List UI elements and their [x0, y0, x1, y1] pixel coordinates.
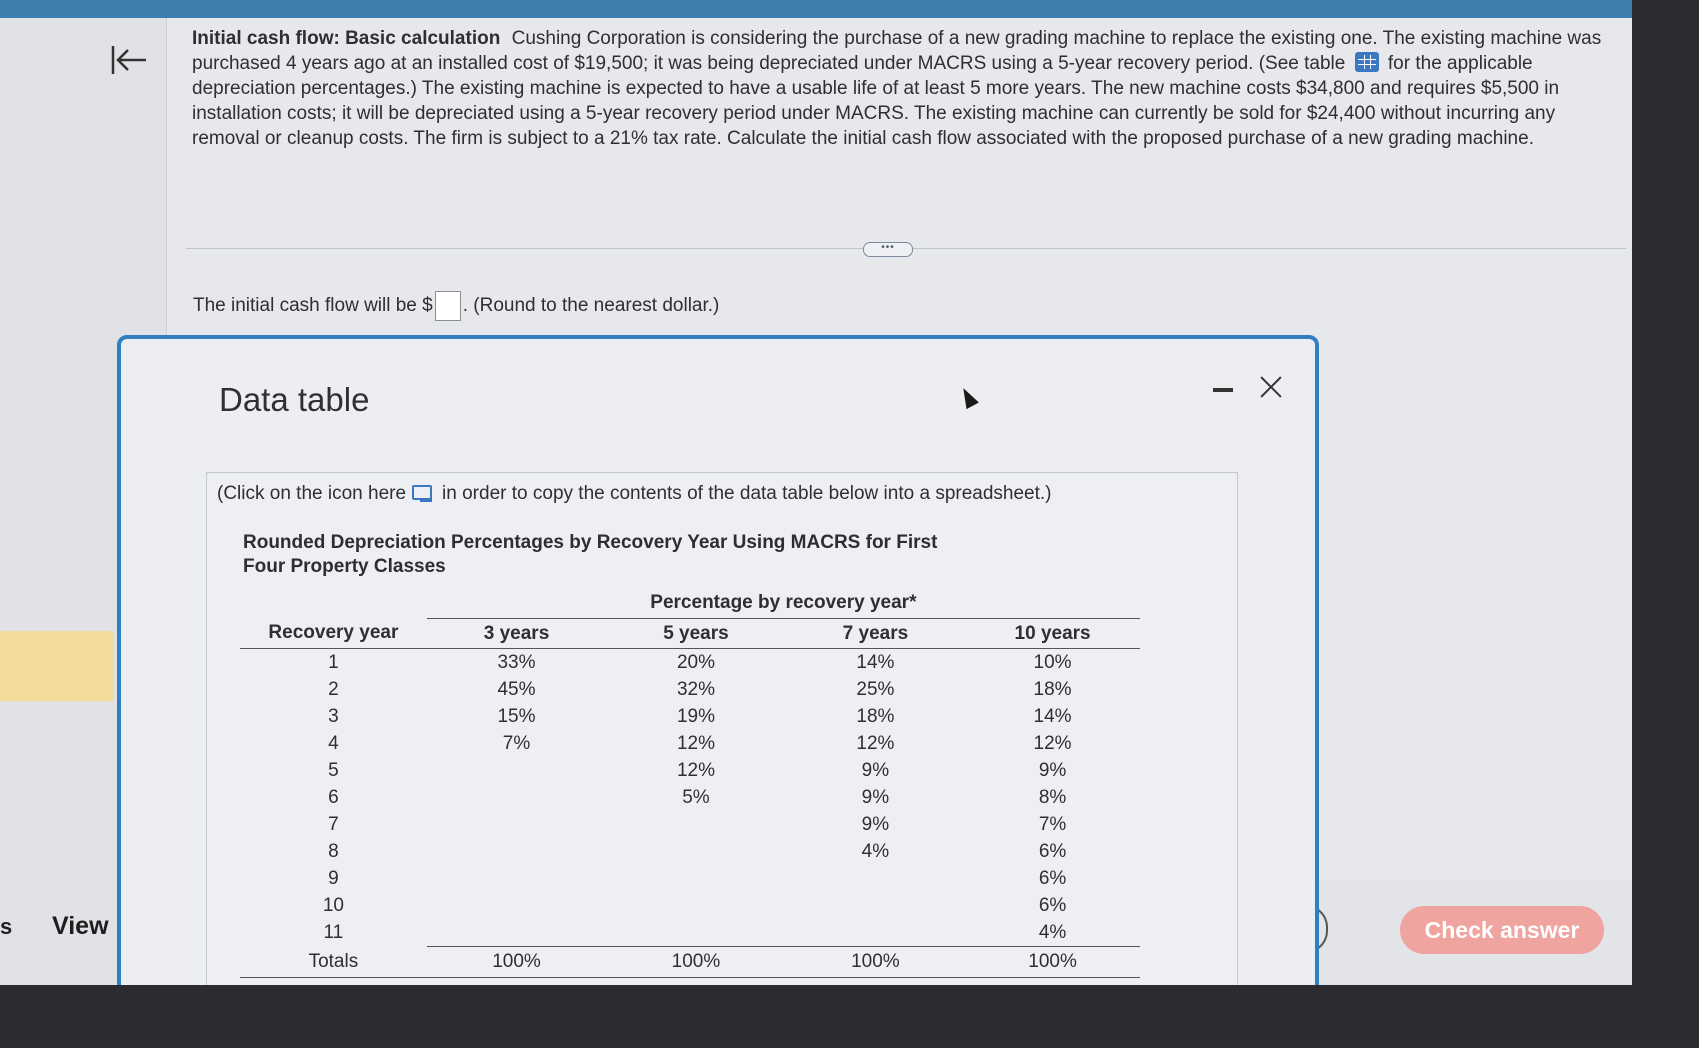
column-header: 5 years [606, 619, 785, 649]
table-row [240, 892, 1140, 919]
copy-note-before: (Click on the icon here [217, 483, 407, 504]
table-cell: 4% [861, 840, 890, 862]
table-cell: 1 [328, 651, 339, 673]
table-cell [427, 784, 606, 811]
table-cell: 32% [676, 678, 715, 700]
data-table-modal [117, 335, 1319, 985]
table-row [240, 676, 1140, 703]
table-cell: 6% [1038, 867, 1067, 889]
totals-cell: Totals [240, 947, 427, 978]
table-cell: 9% [1038, 759, 1067, 781]
table-cell [427, 811, 606, 838]
table-cell: 9% [861, 813, 890, 835]
table-cell: 11 [323, 921, 344, 943]
super-header-row [240, 588, 1140, 619]
initial-cash-flow-input[interactable] [435, 291, 461, 321]
problem-text-1: Cushing Corporation is considering the purchase of a new grading machine to replace the existing one. The existing machine was purchased 4 years ago at an installed cost of $19,500; it was being depreciated under MACRS using a 5-year recovery period. (See table [192, 28, 1602, 74]
table-cell: 8% [1038, 786, 1067, 808]
totals-row [240, 947, 1140, 978]
table-cell: 14% [1033, 705, 1072, 727]
totals-cell: 100% [965, 947, 1140, 978]
table-cell [786, 865, 965, 892]
table-row [240, 784, 1140, 811]
table-title: Rounded Depreciation Percentages by Recovery Year Using MACRS for First Four Property Classes [243, 532, 938, 577]
table-cell [606, 838, 785, 865]
table-row [240, 838, 1140, 865]
rail-edge-label: s [0, 914, 13, 939]
table-row [240, 730, 1140, 757]
table-body [240, 649, 1140, 978]
rail-highlight [0, 631, 114, 701]
table-cell: 5 [328, 759, 339, 781]
totals-cell: 100% [606, 947, 785, 978]
copy-note [217, 483, 1052, 505]
column-header: 10 years [965, 619, 1140, 649]
table-cell: 25% [856, 678, 895, 700]
table-row [240, 649, 1140, 677]
table-cell [786, 892, 965, 919]
table-cell: 18% [1033, 678, 1072, 700]
table-cell [427, 919, 606, 947]
table-cell: 19% [676, 705, 715, 727]
table-cell: 9% [861, 786, 890, 808]
table-row [240, 865, 1140, 892]
column-header-row [240, 619, 1140, 649]
table-cell: 12% [676, 732, 715, 754]
table-cell [606, 865, 785, 892]
table-cell: 6% [1038, 894, 1067, 916]
table-cell: 14% [856, 651, 895, 673]
table-cell [427, 865, 606, 892]
table-cell: 45% [497, 678, 536, 700]
table-cell: 7% [1038, 813, 1067, 835]
mouse-cursor-icon [957, 385, 979, 409]
collapse-back-icon[interactable] [108, 40, 152, 80]
more-options-button[interactable]: ••• [863, 242, 913, 257]
macrs-table [240, 588, 1140, 978]
totals-cell: 100% [427, 947, 606, 978]
table-cell: 5% [682, 786, 710, 808]
table-cell: 4% [1038, 921, 1067, 943]
table-cell [786, 919, 965, 947]
copy-to-spreadsheet-icon[interactable] [412, 485, 432, 500]
column-header: Recovery year [240, 619, 427, 649]
check-answer-button[interactable]: Check answer [1400, 906, 1604, 954]
table-cell [427, 892, 606, 919]
table-cell: 8 [328, 840, 339, 862]
table-cell: 33% [497, 651, 536, 673]
problem-heading: Initial cash flow: Basic calculation [192, 28, 501, 49]
table-cell [606, 892, 785, 919]
table-cell: 7 [328, 813, 339, 835]
table-cell: 12% [676, 759, 715, 781]
copy-note-after: in order to copy the contents of the data table below into a spreadsheet.) [442, 483, 1052, 504]
table-cell: 10 [322, 894, 344, 916]
modal-title: Data table [219, 381, 370, 418]
table-cell: 6 [328, 786, 339, 808]
table-cell: 12% [856, 732, 895, 754]
table-cell [427, 757, 606, 784]
column-header: 7 years [786, 619, 965, 649]
table-cell [606, 811, 785, 838]
answer-line [193, 291, 719, 321]
problem-statement [192, 26, 1612, 151]
table-cell: 7% [502, 732, 531, 754]
table-cell: 12% [1033, 732, 1072, 754]
top-bar [0, 0, 1632, 18]
close-icon[interactable] [1257, 373, 1285, 401]
question-content [192, 26, 1622, 151]
column-header: 3 years [427, 619, 606, 649]
table-cell [606, 919, 785, 947]
table-row [240, 919, 1140, 947]
minimize-icon[interactable] [1211, 377, 1235, 401]
table-cell: 6% [1038, 840, 1067, 862]
table-cell: 20% [676, 651, 715, 673]
table-cell: 2 [328, 678, 339, 700]
table-cell: 9 [328, 867, 339, 889]
view-link[interactable]: View [52, 912, 109, 940]
super-header-spacer [240, 588, 427, 619]
table-row [240, 703, 1140, 730]
data-table-panel [206, 472, 1238, 985]
table-cell [427, 838, 606, 865]
data-table-icon[interactable] [1355, 52, 1379, 72]
table-cell: 18% [856, 705, 895, 727]
answer-suffix: . (Round to the nearest dollar.) [462, 295, 720, 317]
table-cell: 3 [328, 705, 339, 727]
table-cell: 15% [497, 705, 536, 727]
table-cell: 4 [328, 732, 339, 754]
table-row [240, 757, 1140, 784]
totals-cell: 100% [786, 947, 965, 978]
table-cell: 10% [1033, 651, 1072, 673]
answer-prefix: The initial cash flow will be $ [193, 295, 433, 317]
table-cell: 9% [861, 759, 890, 781]
problem-text-2: for the applicable depreciation percentages.) The existing machine is expected to have a usable life of at least 5 more years. The new machine costs $34,800 and requires $5,500 in installation costs; it will be depreciated using a 5-year recovery period under MACRS. The existing machine can currently be sold for $24,400 without incurring any removal or cleanup costs. The firm is subject to a 21% tax rate. Calculate the initial cash flow associated with the proposed purchase of a new grading machine. [192, 53, 1560, 149]
super-header: Percentage by recovery year* [427, 588, 1140, 619]
table-row [240, 811, 1140, 838]
